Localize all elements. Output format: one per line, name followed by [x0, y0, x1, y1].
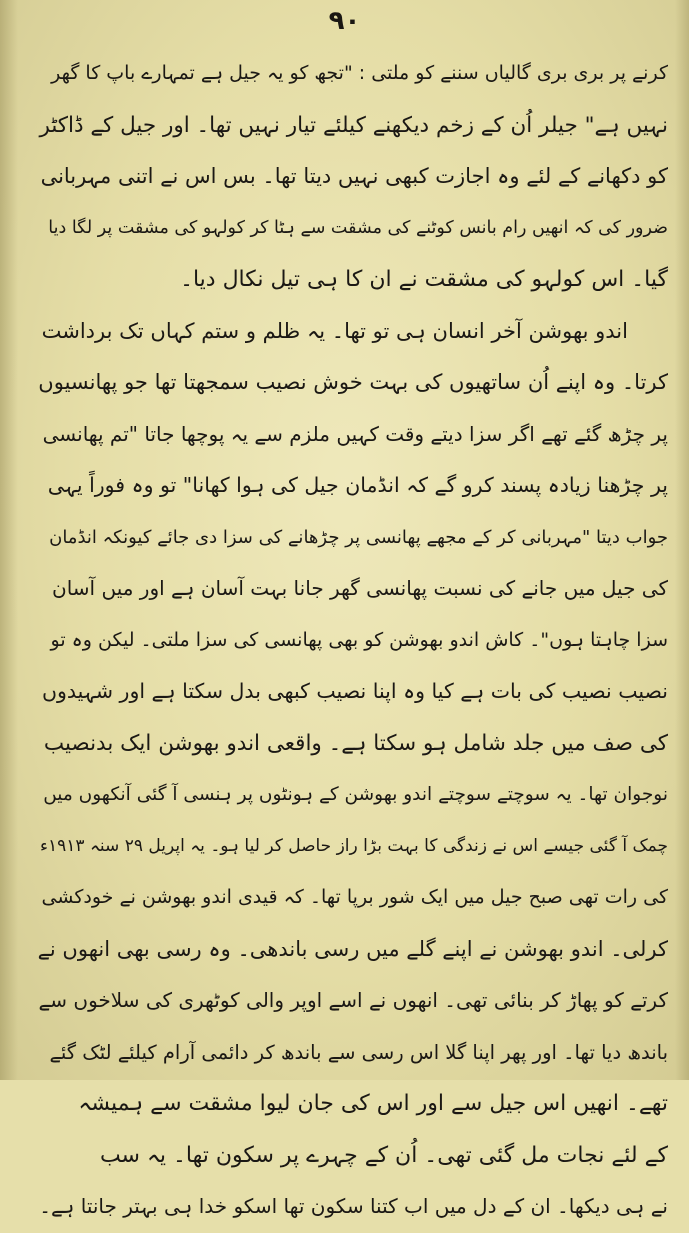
page-shadow-left: [0, 0, 18, 1080]
text-line-23: نے ہی دیکھا۔ ان کے دل میں اب کتنا سکون تھا اسکو خدا ہی بہتر جانتا ہے۔: [39, 1194, 668, 1218]
text-line-11: کی جیل میں جانے کی نسبت پھانسی گھر جانا بہت آسان ہے اور میں آسان: [52, 576, 668, 600]
text-line-14: کی صف میں جلد شامل ہو سکتا ہے۔ واقعی اندو بھوشن ایک بدنصیب: [43, 730, 668, 756]
text-line-18: کرلی۔ اندو بھوشن نے اپنے گلے میں رسی باندھی۔ وہ رسی بھی انھوں نے: [38, 936, 668, 961]
page-shadow-right: [675, 0, 689, 1080]
body-text: [38, 48, 668, 1233]
text-line-3: کو دکھانے کے لئے وہ اجازت کبھی نہیں دیتا تھا۔ بس اس نے اتنی مہربانی: [40, 164, 668, 188]
text-line-10: جواب دیتا "مہربانی کر کے مجھے پھانسی پر چڑھانے کی سزا دی جائے کیونکہ انڈمان: [49, 526, 668, 548]
text-line-20: باندھ دیا تھا۔ اور پھر اپنا گلا اس رسی سے باندھ کر دائمی آرام کیلئے لٹک گئے: [49, 1040, 668, 1064]
text-line-21: تھے۔ انھیں اس جیل سے اور اس کی جان لیوا مشقت سے ہمیشہ: [78, 1091, 668, 1116]
text-line-2: نہیں ہے" جیلر اُن کے زخم دیکھنے کیلئے تیار نہیں تھا۔ اور جیل کے ڈاکٹر: [39, 112, 668, 138]
page-number: ۹۰: [328, 6, 361, 36]
text-line-17: کی رات تھی صبح جیل میں ایک شور برپا تھا۔ کہ قیدی اندو بھوشن نے خودکشی: [41, 886, 668, 908]
text-line-7: کرتا۔ وہ اپنے اُن ساتھیوں کی بہت خوش نصیب سمجھتا تھا جو پھانسیوں: [38, 370, 668, 394]
text-line-16: چمک آ گئی جیسے اس نے زندگی کا بہت بڑا راز حاصل کر لیا ہو۔ یہ اپریل ۲۹ سنہ ۱۹۱۳ء: [40, 835, 668, 856]
text-line-4: ضرور کی کہ انھیں رام بانس کوٹنے کی مشقت سے ہٹا کر کولہو کی مشقت پر لگا دیا: [48, 217, 668, 238]
text-line-9: پر چڑھنا زیادہ پسند کرو گے کہ انڈمان جیل کی ہوا کھانا" تو وہ فوراً یہی: [47, 473, 668, 497]
text-line-22: کے لئے نجات مل گئی تھی۔ اُن کے چہرے پر سکون تھا۔ یہ سب: [99, 1142, 668, 1168]
text-line-13: نصیب نصیب کی بات ہے کیا وہ اپنا نصیب کبھی بدل سکتا ہے اور شہیدوں: [41, 679, 668, 703]
text-line-1: کرنے پر بری بری گالیاں سننے کو ملتی : "تجھ کو یہ جیل ہے تمہارے باپ کا گھر: [51, 62, 668, 84]
text-line-15: نوجوان تھا۔ یہ سوچتے سوچتے اندو بھوشن کے ہونٹوں پر ہنسی آ گئی آنکھوں میں: [43, 784, 668, 805]
text-line-19: کرتے کو پھاڑ کر بنائی تھی۔ انھوں نے اسے اوپر والی کوٹھری کی سلاخوں سے: [38, 988, 668, 1012]
text-line-12: سزا چاہتا ہوں"۔ کاش اندو بھوشن کو بھی پھانسی کی سزا ملتی۔ لیکن وہ تو: [50, 628, 668, 651]
text-line-8: پر چڑھ گئے تھے اگر سزا دیتے وقت کہیں ملزم سے یہ پوچھا جاتا "تم پھانسی: [42, 421, 668, 446]
text-line-6: اندو بھوشن آخر انسان ہی تو تھا۔ یہ ظلم و ستم کہاں تک برداشت: [41, 318, 628, 343]
text-line-5: گیا۔ اس کولہو کی مشقت نے ان کا ہی تیل نکال دیا۔: [180, 267, 668, 292]
